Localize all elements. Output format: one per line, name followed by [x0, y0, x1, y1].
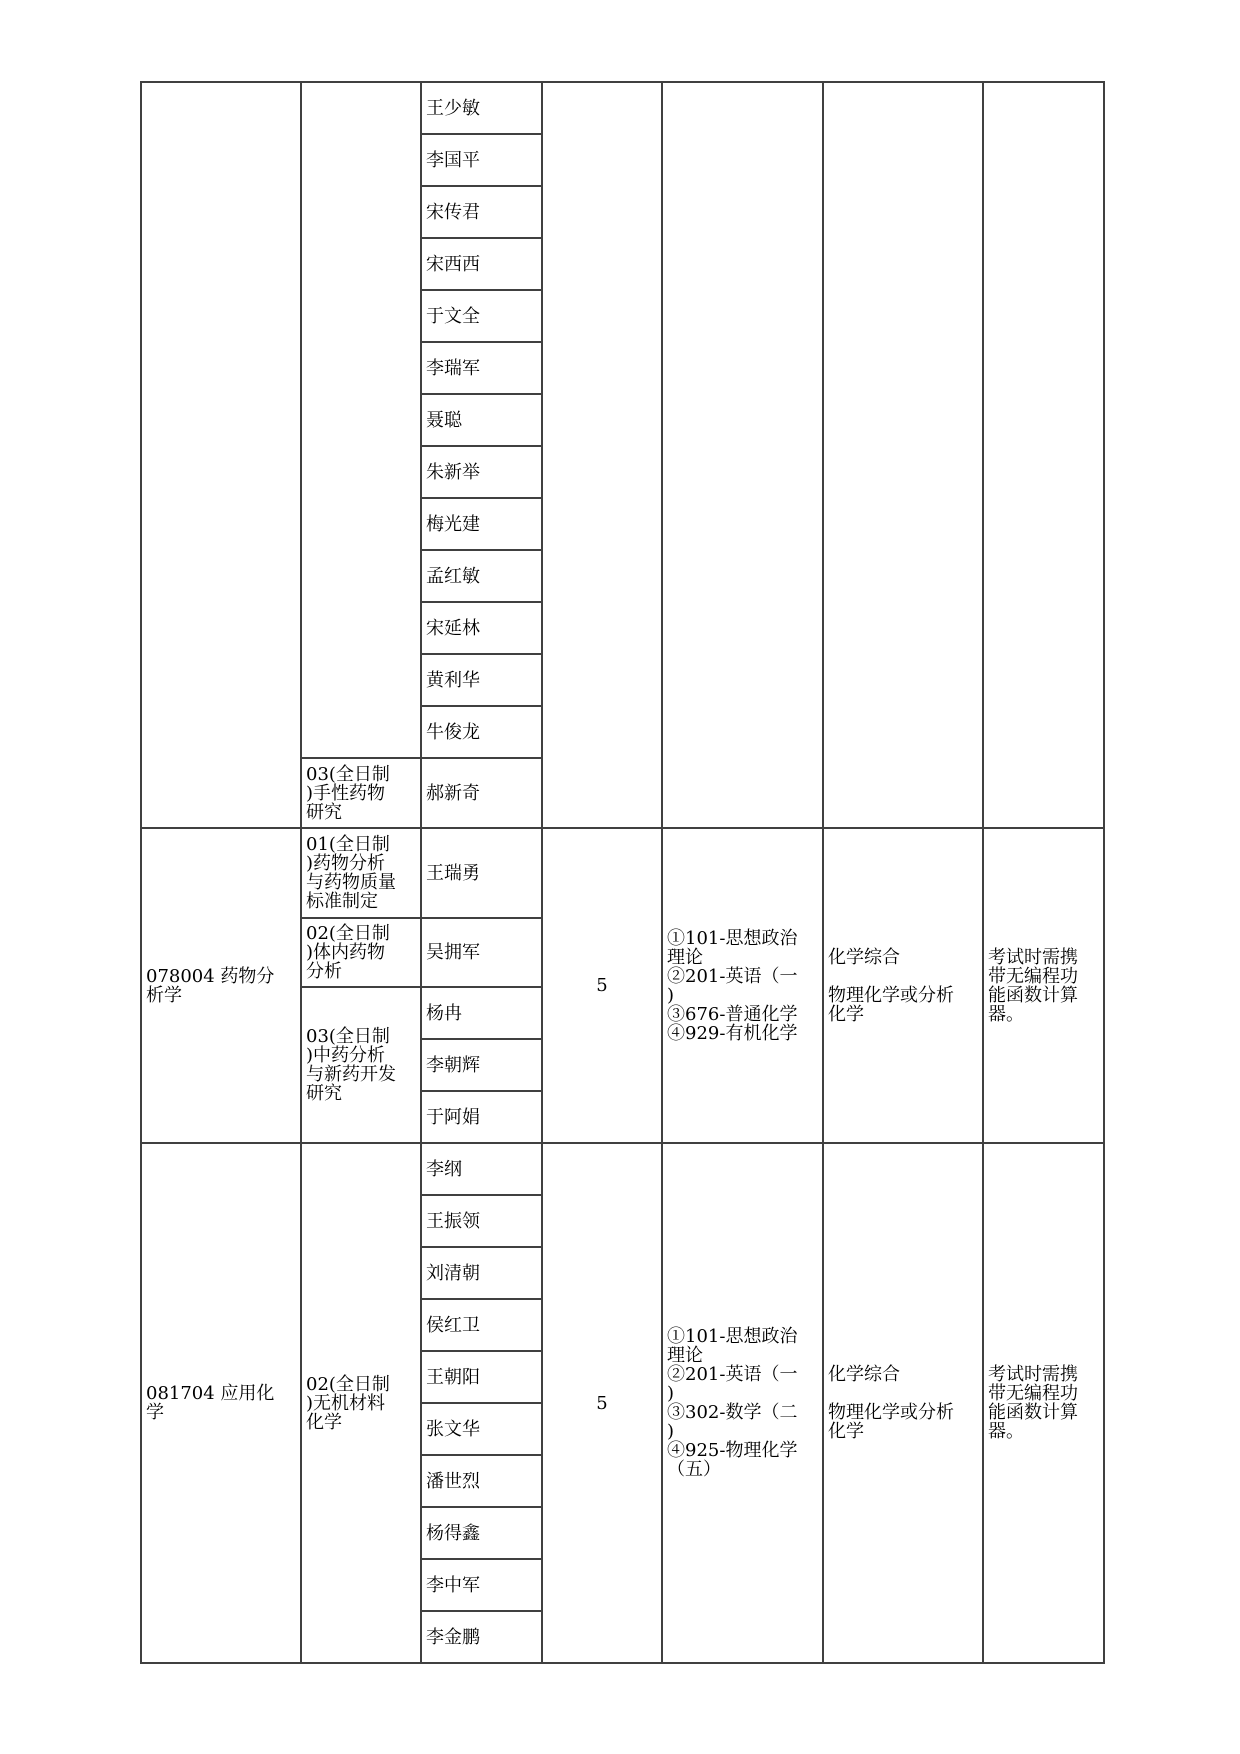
retest-cell — [823, 82, 983, 828]
advisor-cell: 于文全 — [421, 290, 542, 342]
advisor-cell: 刘清朝 — [421, 1247, 542, 1299]
exam-subjects-cell — [662, 1143, 823, 1663]
exam-line: ③302-数学（二 — [667, 1402, 798, 1423]
advisor-cell: 宋西西 — [421, 238, 542, 290]
direction-cell — [301, 82, 421, 758]
table-row — [141, 82, 1104, 134]
exam-line: ②201-英语（一 — [667, 965, 798, 987]
direction-line: 03(全日制 — [306, 1026, 390, 1047]
direction-line: )手性药物 — [306, 782, 386, 804]
direction-line: )体内药物 — [306, 942, 386, 963]
exam-line: ) — [667, 1383, 675, 1404]
note-cell — [983, 828, 1104, 1143]
direction-line: 化学 — [306, 1411, 342, 1433]
major-cell — [141, 828, 301, 1143]
advisor-cell: 宋延林 — [421, 602, 542, 654]
direction-line: )中药分析 — [306, 1045, 386, 1066]
direction-line: 分析 — [306, 961, 342, 982]
note-line: 考试时需携 — [988, 1364, 1078, 1385]
advisor-cell: 王少敏 — [421, 82, 542, 134]
retest-cell — [823, 828, 983, 1143]
advisor-cell: 朱新举 — [421, 446, 542, 498]
note-line: 能函数计算 — [988, 1402, 1078, 1423]
advisor-cell: 李中军 — [421, 1559, 542, 1611]
direction-cell — [301, 758, 421, 828]
table-row — [141, 1143, 1104, 1195]
note-line: 考试时需携 — [988, 946, 1078, 968]
retest-line: 化学综合 — [828, 1364, 900, 1385]
advisor-cell: 吴拥军 — [421, 918, 542, 987]
exam-line: ①101-思想政治 — [667, 1326, 798, 1347]
advisor-cell: 李国平 — [421, 134, 542, 186]
exam-line: ④929-有机化学 — [667, 1022, 798, 1044]
note-line: 带无编程功 — [988, 965, 1078, 987]
count-cell: 5 — [542, 1143, 662, 1663]
direction-line: 01(全日制 — [306, 834, 390, 855]
advisor-cell: 侯红卫 — [421, 1299, 542, 1351]
table-row — [141, 828, 1104, 918]
direction-line: )无机材料 — [306, 1392, 386, 1414]
advisor-cell: 潘世烈 — [421, 1455, 542, 1507]
advisor-cell: 杨冉 — [421, 987, 542, 1039]
direction-line: 03(全日制 — [306, 763, 390, 785]
major-line: 析学 — [146, 984, 182, 1006]
exam-subjects-cell — [662, 82, 823, 828]
advisor-cell: 牛俊龙 — [421, 706, 542, 758]
advisor-cell: 于阿娟 — [421, 1091, 542, 1143]
admissions-table — [140, 81, 1105, 1664]
direction-line: 与新药开发 — [306, 1064, 396, 1085]
note-line: 器。 — [988, 1003, 1024, 1025]
advisor-cell: 李金鹏 — [421, 1611, 542, 1663]
exam-line: ) — [667, 1421, 675, 1442]
exam-line: ④925-物理化学 — [667, 1440, 798, 1461]
direction-line: 标准制定 — [306, 891, 378, 912]
advisor-cell: 王朝阳 — [421, 1351, 542, 1403]
exam-line: 理论 — [667, 946, 703, 968]
note-cell — [983, 82, 1104, 828]
major-cell — [141, 1143, 301, 1663]
advisor-cell: 李瑞军 — [421, 342, 542, 394]
advisor-cell: 聂聪 — [421, 394, 542, 446]
exam-line: （五） — [667, 1459, 721, 1480]
count-cell — [542, 82, 662, 828]
direction-line: 02(全日制 — [306, 1373, 390, 1395]
advisor-cell: 黄利华 — [421, 654, 542, 706]
direction-cell — [301, 987, 421, 1143]
major-cell — [141, 82, 301, 828]
direction-line: 研究 — [306, 801, 342, 823]
retest-line: 物理化学或分析 — [828, 1402, 954, 1423]
major-line: 078004 药物分 — [146, 965, 275, 987]
retest-line: 化学综合 — [828, 946, 900, 968]
count-cell: 5 — [542, 828, 662, 1143]
advisor-cell: 李纲 — [421, 1143, 542, 1195]
advisor-cell: 梅光建 — [421, 498, 542, 550]
advisor-cell: 宋传君 — [421, 186, 542, 238]
exam-line: ③676-普通化学 — [667, 1003, 798, 1025]
advisor-cell: 李朝辉 — [421, 1039, 542, 1091]
exam-line: 理论 — [667, 1345, 703, 1366]
exam-line: ) — [667, 984, 675, 1006]
note-line: 能函数计算 — [988, 984, 1078, 1006]
exam-line: ①101-思想政治 — [667, 927, 798, 949]
note-line: 器。 — [988, 1421, 1024, 1442]
advisor-cell: 孟红敏 — [421, 550, 542, 602]
exam-subjects-cell — [662, 828, 823, 1143]
retest-cell — [823, 1143, 983, 1663]
retest-line: 化学 — [828, 1421, 864, 1442]
major-line: 081704 应用化 — [146, 1383, 275, 1404]
direction-cell — [301, 828, 421, 918]
advisor-cell: 张文华 — [421, 1403, 542, 1455]
major-line: 学 — [146, 1402, 164, 1423]
advisor-cell: 王瑞勇 — [421, 828, 542, 918]
direction-line: 研究 — [306, 1083, 342, 1104]
direction-cell — [301, 918, 421, 987]
advisor-cell: 郝新奇 — [421, 758, 542, 828]
direction-line: )药物分析 — [306, 853, 386, 874]
advisor-cell: 王振领 — [421, 1195, 542, 1247]
advisor-cell: 杨得鑫 — [421, 1507, 542, 1559]
direction-line: 02(全日制 — [306, 923, 390, 944]
note-line: 带无编程功 — [988, 1383, 1078, 1404]
note-cell — [983, 1143, 1104, 1663]
exam-line: ②201-英语（一 — [667, 1364, 798, 1385]
direction-line: 与药物质量 — [306, 872, 396, 893]
retest-line: 物理化学或分析 — [828, 984, 954, 1006]
direction-cell — [301, 1143, 421, 1663]
retest-line: 化学 — [828, 1003, 864, 1025]
